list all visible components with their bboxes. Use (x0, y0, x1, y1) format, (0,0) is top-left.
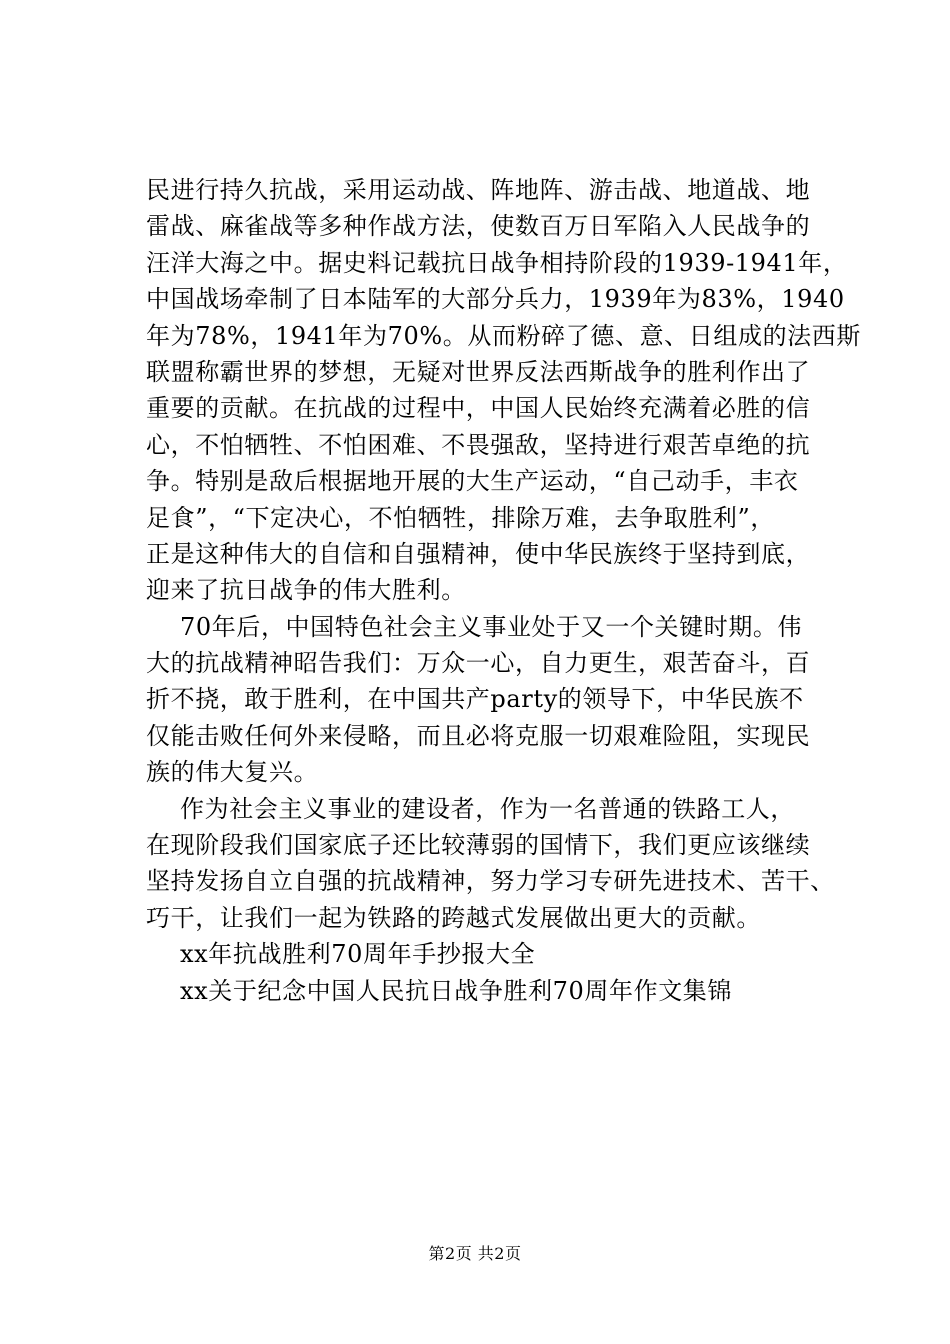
body-line: 迎来了抗日战争的伟大胜利。 (146, 576, 466, 605)
document-body (146, 172, 861, 1009)
body-line: 族的伟大复兴。 (146, 758, 319, 787)
body-line: 大的抗战精神昭告我们：万众一心，自力更生，艰苦奋斗，百 (146, 649, 811, 678)
body-line: 心，不怕牺牲、不怕困难、不畏强敌，坚持进行艰苦卓绝的抗 (146, 430, 811, 459)
body-line: 争。特别是敌后根据地开展的大生产运动，“自己动手，丰衣 (146, 467, 799, 496)
body-line: 巧干，让我们一起为铁路的跨越式发展做出更大的贡献。 (146, 903, 761, 932)
body-line: 中国战场牵制了日本陆军的大部分兵力，1939年为83%，1940 (146, 285, 845, 314)
related-article-line: xx关于纪念中国人民抗日战争胜利70周年作文集锦 (180, 976, 733, 1005)
body-line: 雷战、麻雀战等多种作战方法，使数百万日军陷入人民战争的 (146, 212, 811, 241)
body-line: 联盟称霸世界的梦想，无疑对世界反法西斯战争的胜利作出了 (146, 357, 811, 386)
body-line: 坚持发扬自立自强的抗战精神，努力学习专研先进技术、苦干、 (146, 867, 835, 896)
body-line: 汪洋大海之中。据史料记载抗日战争相持阶段的1939-1941年， (146, 248, 848, 277)
body-line: 重要的贡献。在抗战的过程中，中国人民始终充满着必胜的信 (146, 394, 811, 423)
body-line: 正是这种伟大的自信和自强精神，使中华民族终于坚持到底， (146, 539, 811, 568)
body-line: 仅能击败任何外来侵略，而且必将克服一切艰难险阻，实现民 (146, 721, 811, 750)
body-line: 年为78%，1941年为70%。从而粉碎了德、意、日组成的法西斯 (146, 321, 861, 350)
body-line: 足食”，“下定决心，不怕牺牲，排除万难，去争取胜利”， (146, 503, 776, 532)
paragraph-start-line: 70年后，中国特色社会主义事业处于又一个关键时期。伟 (180, 612, 803, 641)
page-footer: 第2页 共2页 (428, 1244, 522, 1263)
related-article-line: xx年抗战胜利70周年手抄报大全 (180, 940, 536, 969)
paragraph-start-line: 作为社会主义事业的建设者，作为一名普通的铁路工人， (180, 794, 795, 823)
body-line: 民进行持久抗战，采用运动战、阵地阵、游击战、地道战、地 (146, 176, 811, 204)
body-line: 在现阶段我们国家底子还比较薄弱的国情下，我们更应该继续 (146, 831, 811, 860)
body-line: 折不挠，敢于胜利，在中国共产party的领导下，中华民族不 (146, 685, 804, 714)
